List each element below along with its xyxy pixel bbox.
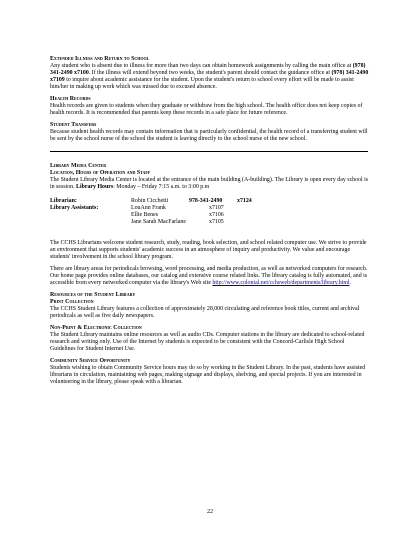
extended-illness-text-b: . If the illness will extend beyond two weeks, the student's parent should contact the guidance office at — [88, 70, 332, 76]
assistant-ext: x7107 — [209, 205, 224, 211]
print-collection-heading: Print Collection — [50, 299, 94, 305]
librarian-label: Librarian: — [50, 198, 77, 204]
library-staff-list — [50, 198, 370, 226]
assistant-name: Jane Sarah MacFarlane — [131, 219, 186, 225]
main-office-phone: (978) 341-2490 x7100 — [50, 63, 366, 76]
assistant-ext: x7105 — [209, 219, 224, 225]
library-welcome-body: The CCHS Librarians welcome student research, study, reading, book selection, and school related computer use. We strive to provide an environment that supports students' academic success in an atmosphere of inquiry and productivity. We value and encourage students' involvement in the school library program. — [50, 240, 367, 260]
librarian-ext: x7124 — [237, 198, 252, 204]
extended-illness-body — [50, 63, 370, 91]
library-heading: Library Media Center — [50, 163, 107, 169]
library-hours-value: : Monday – Friday 7:15 a.m. to 3:00 p.m — [113, 184, 210, 190]
health-records-heading: Health Records — [50, 96, 91, 102]
library-location-body — [50, 177, 370, 191]
assistants-label: Library Assistants: — [50, 205, 99, 211]
resources-heading: Resources of the Student Library — [50, 292, 136, 298]
print-collection-body: The CCHS Student Library features a collection of approximately 28,000 circulating and reference book titles, current and archival periodicals as well as five daily newspapers. — [50, 306, 360, 319]
library-areas-text: There are library areas for periodicals browsing, word processing, and media production, as well as networked computers for research. Our home page provides online databases, our catalog and extensive course related links. The library catalog is fully automated, and is accessible from every networked computer via the library's Web site — [50, 266, 368, 286]
assistant-row — [131, 205, 370, 212]
library-hours-label: Library Hours — [76, 184, 114, 190]
health-records-body: Health records are given to students when they graduate or withdraw from the high school. The health office does not keep copies of health records. It is recommended that parents keep these records in a safe place for future reference. — [50, 103, 363, 116]
page-number: 22 — [207, 509, 213, 515]
extended-illness-text-a: Any student who is absent due to illness for more than two days can obtain homework assignments by calling the main office at — [50, 63, 353, 69]
guidance-office-phone: (978) 341-2490 x7109 — [50, 70, 369, 83]
extended-illness-text-c: to inquire about academic assistance for the student. Upon the student's return to school every effort will be made to assist him/her in making up work which was missed due to excused absence. — [50, 77, 354, 90]
librarian-name: Robin Cicchetti — [131, 198, 169, 204]
assistant-row — [131, 212, 370, 219]
community-service-body: Students wishing to obtain Community Service hours may do so by working in the Student Library. In the past, students have assisted librarians in circulation, maintaining web pages, making signage and displays, shelving, and special projects. If you are interested in volunteering in the library, please speak with a librarian. — [50, 365, 366, 385]
community-service-heading: Community Service Opportunity — [50, 358, 131, 364]
nonprint-collection-heading: Non-Print & Electronic Collection — [50, 325, 142, 331]
assistant-name: Ellie Benes — [131, 212, 158, 218]
librarian-row — [131, 198, 370, 205]
library-areas-end: . — [349, 280, 352, 286]
assistant-ext: x7106 — [209, 212, 224, 218]
library-subheading: Location, Hours of Operation and Staff — [50, 170, 151, 176]
student-transfers-heading: Student Transfers — [50, 122, 97, 128]
library-website-link[interactable]: http://www.colonial.net/cchsweb/departments/library.html — [212, 280, 350, 286]
librarian-phone: 978-341-2490 — [189, 198, 223, 204]
nonprint-collection-body: The Student Library maintains online resources as well as audio CDs. Computer stations in the library are dedicated to school-related research and writing only. Use of the Internet by students is expected to be consistent with the Concord-Carlisle High School Guidelines for Student Internet Use. — [50, 332, 365, 352]
student-transfers-body: Because student health records may contain information that is particularly confidential, the health record of a transferring student will be sent by the school nurse of the school the student is leaving directly to the school nurse of the new school. — [50, 129, 368, 142]
extended-illness-heading: Extended Illness and Return to School — [50, 56, 150, 62]
assistant-row — [131, 219, 370, 226]
assistant-name: LouAnn Frank — [131, 205, 166, 211]
library-areas-body — [50, 266, 370, 287]
library-location-text: The Student Library Media Center is located at the entrance of the main building (A-building). The Library is open every day school is in session. — [50, 177, 369, 190]
